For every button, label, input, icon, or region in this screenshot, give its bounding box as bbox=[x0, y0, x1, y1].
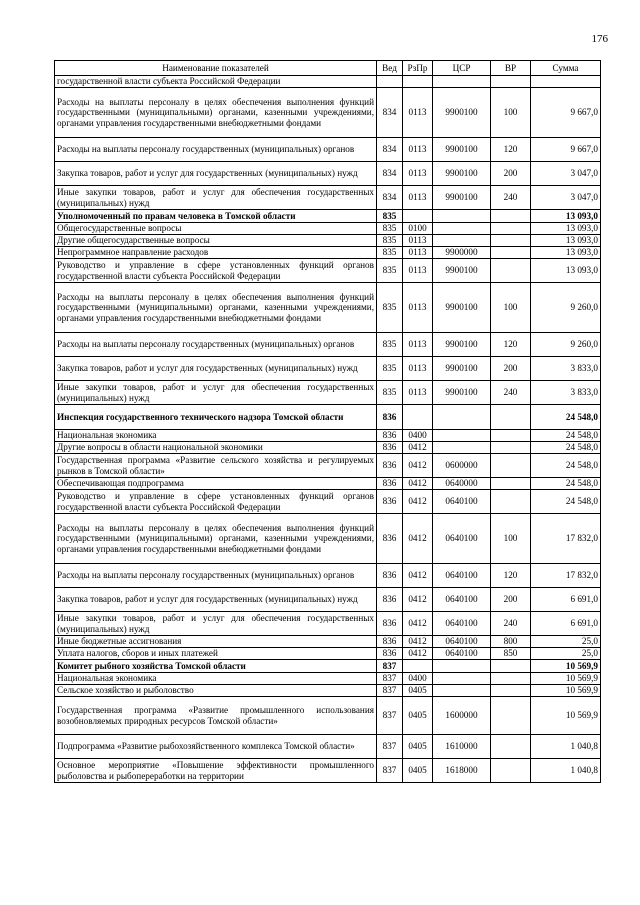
table-row bbox=[55, 648, 601, 660]
row-vr: 120 bbox=[491, 333, 531, 357]
row-csr: 0640100 bbox=[433, 514, 491, 564]
row-rzpr: 0412 bbox=[403, 454, 433, 478]
table-row bbox=[55, 636, 601, 648]
row-csr: 0600000 bbox=[433, 454, 491, 478]
row-ved: 836 bbox=[377, 514, 403, 564]
row-sum: 13 093,0 bbox=[531, 223, 601, 235]
row-rzpr: 0412 bbox=[403, 612, 433, 636]
table-row bbox=[55, 235, 601, 247]
row-sum: 9 667,0 bbox=[531, 88, 601, 138]
row-rzpr: 0113 bbox=[403, 259, 433, 283]
row-csr: 0640100 bbox=[433, 612, 491, 636]
row-rzpr bbox=[403, 660, 433, 673]
row-vr: 240 bbox=[491, 381, 531, 405]
row-sum: 25,0 bbox=[531, 636, 601, 648]
row-ved: 836 bbox=[377, 648, 403, 660]
row-vr: 240 bbox=[491, 186, 531, 210]
row-ved: 836 bbox=[377, 588, 403, 612]
table-row bbox=[55, 333, 601, 357]
row-sum: 10 569,9 bbox=[531, 660, 601, 673]
table-row bbox=[55, 685, 601, 697]
table-row bbox=[55, 247, 601, 259]
row-rzpr: 0113 bbox=[403, 333, 433, 357]
row-vr bbox=[491, 259, 531, 283]
row-rzpr: 0400 bbox=[403, 673, 433, 685]
header-ved: Вед bbox=[377, 61, 403, 76]
row-sum: 1 040,8 bbox=[531, 759, 601, 783]
row-csr: 9900100 bbox=[433, 186, 491, 210]
table-row bbox=[55, 588, 601, 612]
table-header-row bbox=[55, 61, 601, 76]
row-ved: 835 bbox=[377, 357, 403, 381]
row-vr bbox=[491, 660, 531, 673]
row-rzpr: 0113 bbox=[403, 381, 433, 405]
row-vr: 200 bbox=[491, 162, 531, 186]
table-row bbox=[55, 430, 601, 442]
row-ved: 834 bbox=[377, 88, 403, 138]
row-vr: 800 bbox=[491, 636, 531, 648]
row-name: Комитет рыбного хозяйства Томской области bbox=[55, 660, 377, 673]
row-name: Руководство и управление в сфере установленных функций органов государственной власти субъекта Российской Федерации bbox=[55, 259, 377, 283]
row-sum: 13 093,0 bbox=[531, 259, 601, 283]
row-rzpr: 0100 bbox=[403, 223, 433, 235]
row-csr: 0640100 bbox=[433, 588, 491, 612]
row-name: Инспекция государственного технического надзора Томской области bbox=[55, 405, 377, 430]
row-name: Иные закупки товаров, работ и услуг для обеспечения государственных (муниципальных) нужд bbox=[55, 186, 377, 210]
row-rzpr: 0405 bbox=[403, 685, 433, 697]
table-row bbox=[55, 514, 601, 564]
row-name: Расходы на выплаты персоналу в целях обеспечения выполнения функций государственными (муниципальными) органами, казенными учреждениями, органами управления государственными внебюджетными фондами bbox=[55, 88, 377, 138]
row-name: Уплата налогов, сборов и иных платежей bbox=[55, 648, 377, 660]
page-number: 176 bbox=[591, 33, 608, 45]
row-vr bbox=[491, 478, 531, 490]
row-name: Государственная программа «Развитие промышленного использования возобновляемых природных ресурсов Томской области» bbox=[55, 697, 377, 735]
row-rzpr: 0113 bbox=[403, 138, 433, 162]
row-vr: 100 bbox=[491, 283, 531, 333]
row-vr bbox=[491, 442, 531, 454]
header-vr: ВР bbox=[491, 61, 531, 76]
table-row bbox=[55, 454, 601, 478]
table-row bbox=[55, 697, 601, 735]
row-sum: 10 569,9 bbox=[531, 673, 601, 685]
row-ved: 837 bbox=[377, 697, 403, 735]
row-csr bbox=[433, 673, 491, 685]
row-csr: 9900100 bbox=[433, 381, 491, 405]
row-rzpr: 0412 bbox=[403, 564, 433, 588]
row-csr bbox=[433, 223, 491, 235]
row-ved: 837 bbox=[377, 660, 403, 673]
row-sum: 6 691,0 bbox=[531, 588, 601, 612]
table-row bbox=[55, 405, 601, 430]
row-name: Расходы на выплаты персоналу в целях обеспечения выполнения функций государственными (муниципальными) органами, казенными учреждениями, органами управления государственными внебюджетными фондами bbox=[55, 283, 377, 333]
row-rzpr: 0412 bbox=[403, 648, 433, 660]
row-sum: 13 093,0 bbox=[531, 247, 601, 259]
row-ved: 837 bbox=[377, 759, 403, 783]
row-ved: 836 bbox=[377, 442, 403, 454]
row-rzpr bbox=[403, 405, 433, 430]
row-sum: 24 548,0 bbox=[531, 454, 601, 478]
row-csr: 0640100 bbox=[433, 564, 491, 588]
row-name: Закупка товаров, работ и услуг для государственных (муниципальных) нужд bbox=[55, 357, 377, 381]
table-row bbox=[55, 660, 601, 673]
row-ved: 836 bbox=[377, 478, 403, 490]
table-row bbox=[55, 735, 601, 759]
table-row bbox=[55, 442, 601, 454]
row-csr: 1610000 bbox=[433, 735, 491, 759]
row-sum: 24 548,0 bbox=[531, 430, 601, 442]
row-sum: 25,0 bbox=[531, 648, 601, 660]
row-rzpr: 0113 bbox=[403, 186, 433, 210]
row-name: Иные закупки товаров, работ и услуг для обеспечения государственных (муниципальных) нужд bbox=[55, 381, 377, 405]
row-sum: 13 093,0 bbox=[531, 210, 601, 223]
row-rzpr: 0412 bbox=[403, 442, 433, 454]
row-ved: 835 bbox=[377, 283, 403, 333]
row-name: Подпрограмма «Развитие рыбохозяйственного комплекса Томской области» bbox=[55, 735, 377, 759]
row-vr bbox=[491, 454, 531, 478]
row-sum: 10 569,9 bbox=[531, 685, 601, 697]
row-sum: 24 548,0 bbox=[531, 405, 601, 430]
row-sum: 24 548,0 bbox=[531, 490, 601, 514]
row-vr: 100 bbox=[491, 514, 531, 564]
row-vr: 120 bbox=[491, 138, 531, 162]
row-rzpr: 0113 bbox=[403, 283, 433, 333]
row-sum: 9 260,0 bbox=[531, 333, 601, 357]
row-csr: 9900000 bbox=[433, 247, 491, 259]
row-name: Закупка товаров, работ и услуг для государственных (муниципальных) нужд bbox=[55, 162, 377, 186]
row-vr: 850 bbox=[491, 648, 531, 660]
row-name: Расходы на выплаты персоналу государственных (муниципальных) органов bbox=[55, 138, 377, 162]
header-csr: ЦСР bbox=[433, 61, 491, 76]
row-ved: 835 bbox=[377, 223, 403, 235]
row-name: Расходы на выплаты персоналу государственных (муниципальных) органов bbox=[55, 333, 377, 357]
row-csr bbox=[433, 235, 491, 247]
row-sum: 13 093,0 bbox=[531, 235, 601, 247]
row-ved: 835 bbox=[377, 235, 403, 247]
row-rzpr: 0405 bbox=[403, 697, 433, 735]
row-csr bbox=[433, 442, 491, 454]
row-csr bbox=[433, 430, 491, 442]
row-vr bbox=[491, 430, 531, 442]
row-ved: 835 bbox=[377, 381, 403, 405]
row-vr bbox=[491, 76, 531, 88]
row-rzpr: 0405 bbox=[403, 735, 433, 759]
table-row bbox=[55, 283, 601, 333]
row-name: Национальная экономика bbox=[55, 430, 377, 442]
row-vr: 200 bbox=[491, 357, 531, 381]
row-csr bbox=[433, 685, 491, 697]
table-row bbox=[55, 162, 601, 186]
row-ved: 835 bbox=[377, 210, 403, 223]
table-row bbox=[55, 612, 601, 636]
row-csr: 9900100 bbox=[433, 162, 491, 186]
table-row bbox=[55, 357, 601, 381]
row-name: Государственная программа «Развитие сельского хозяйства и регулируемых рынков в Томской области» bbox=[55, 454, 377, 478]
row-ved: 837 bbox=[377, 685, 403, 697]
row-ved: 834 bbox=[377, 186, 403, 210]
table-row bbox=[55, 478, 601, 490]
row-ved: 835 bbox=[377, 333, 403, 357]
row-rzpr: 0412 bbox=[403, 636, 433, 648]
row-name: Расходы на выплаты персоналу государственных (муниципальных) органов bbox=[55, 564, 377, 588]
row-ved: 836 bbox=[377, 454, 403, 478]
row-ved: 836 bbox=[377, 564, 403, 588]
row-ved: 834 bbox=[377, 138, 403, 162]
row-ved: 836 bbox=[377, 430, 403, 442]
header-rzpr: РзПр bbox=[403, 61, 433, 76]
row-ved: 834 bbox=[377, 162, 403, 186]
row-csr: 9900100 bbox=[433, 283, 491, 333]
row-name: Непрограммное направление расходов bbox=[55, 247, 377, 259]
row-name: Общегосударственные вопросы bbox=[55, 223, 377, 235]
row-vr bbox=[491, 735, 531, 759]
row-rzpr: 0412 bbox=[403, 514, 433, 564]
row-sum: 3 047,0 bbox=[531, 162, 601, 186]
row-ved: 837 bbox=[377, 735, 403, 759]
row-rzpr bbox=[403, 210, 433, 223]
row-name: Иные бюджетные ассигнования bbox=[55, 636, 377, 648]
table-row bbox=[55, 381, 601, 405]
row-name: Другие вопросы в области национальной экономики bbox=[55, 442, 377, 454]
row-vr: 120 bbox=[491, 564, 531, 588]
row-csr: 0640000 bbox=[433, 478, 491, 490]
row-name: Основное мероприятие «Повышение эффективности промышленного рыболовства и рыбопереработки на территории bbox=[55, 759, 377, 783]
table-row bbox=[55, 210, 601, 223]
row-sum bbox=[531, 76, 601, 88]
row-rzpr: 0412 bbox=[403, 490, 433, 514]
row-sum: 10 569,9 bbox=[531, 697, 601, 735]
row-sum: 17 832,0 bbox=[531, 564, 601, 588]
row-csr: 1618000 bbox=[433, 759, 491, 783]
header-sum: Сумма bbox=[531, 61, 601, 76]
row-vr bbox=[491, 673, 531, 685]
row-rzpr bbox=[403, 76, 433, 88]
row-csr: 9900100 bbox=[433, 333, 491, 357]
row-sum: 9 667,0 bbox=[531, 138, 601, 162]
row-rzpr: 0405 bbox=[403, 759, 433, 783]
row-ved: 836 bbox=[377, 490, 403, 514]
table-row bbox=[55, 88, 601, 138]
row-vr: 240 bbox=[491, 612, 531, 636]
row-ved: 836 bbox=[377, 636, 403, 648]
row-csr: 0640100 bbox=[433, 648, 491, 660]
row-csr: 9900100 bbox=[433, 88, 491, 138]
row-csr bbox=[433, 405, 491, 430]
row-ved bbox=[377, 76, 403, 88]
row-rzpr: 0113 bbox=[403, 247, 433, 259]
table-row bbox=[55, 223, 601, 235]
row-csr bbox=[433, 660, 491, 673]
row-ved: 836 bbox=[377, 405, 403, 430]
row-name: Закупка товаров, работ и услуг для государственных (муниципальных) нужд bbox=[55, 588, 377, 612]
row-ved: 835 bbox=[377, 247, 403, 259]
row-sum: 9 260,0 bbox=[531, 283, 601, 333]
row-sum: 1 040,8 bbox=[531, 735, 601, 759]
row-csr: 0640100 bbox=[433, 490, 491, 514]
row-vr bbox=[491, 685, 531, 697]
row-name: Сельское хозяйство и рыболовство bbox=[55, 685, 377, 697]
header-name: Наименование показателей bbox=[55, 61, 377, 76]
table-row bbox=[55, 490, 601, 514]
row-vr bbox=[491, 405, 531, 430]
row-sum: 3 047,0 bbox=[531, 186, 601, 210]
row-ved: 837 bbox=[377, 673, 403, 685]
row-ved: 836 bbox=[377, 612, 403, 636]
table-body bbox=[55, 76, 601, 783]
row-rzpr: 0113 bbox=[403, 88, 433, 138]
row-sum: 24 548,0 bbox=[531, 442, 601, 454]
table-row bbox=[55, 138, 601, 162]
row-rzpr: 0412 bbox=[403, 478, 433, 490]
row-sum: 6 691,0 bbox=[531, 612, 601, 636]
row-vr bbox=[491, 247, 531, 259]
row-rzpr: 0113 bbox=[403, 357, 433, 381]
row-rzpr: 0113 bbox=[403, 162, 433, 186]
row-name: Иные закупки товаров, работ и услуг для обеспечения государственных (муниципальных) нужд bbox=[55, 612, 377, 636]
row-ved: 835 bbox=[377, 259, 403, 283]
row-sum: 3 833,0 bbox=[531, 357, 601, 381]
row-csr: 9900100 bbox=[433, 138, 491, 162]
row-csr: 9900100 bbox=[433, 259, 491, 283]
table-row bbox=[55, 564, 601, 588]
row-vr bbox=[491, 223, 531, 235]
row-name: Расходы на выплаты персоналу в целях обеспечения выполнения функций государственными (муниципальными) органами, казенными учреждениями, органами управления государственными внебюджетными фондами bbox=[55, 514, 377, 564]
row-vr: 200 bbox=[491, 588, 531, 612]
row-name: Обеспечивающая подпрограмма bbox=[55, 478, 377, 490]
table-row bbox=[55, 259, 601, 283]
budget-table bbox=[54, 60, 601, 783]
table-row bbox=[55, 759, 601, 783]
row-vr bbox=[491, 759, 531, 783]
row-name: Уполномоченный по правам человека в Томской области bbox=[55, 210, 377, 223]
row-name: государственной власти субъекта Российской Федерации bbox=[55, 76, 377, 88]
row-csr: 1600000 bbox=[433, 697, 491, 735]
table-row bbox=[55, 186, 601, 210]
row-csr bbox=[433, 210, 491, 223]
row-vr bbox=[491, 697, 531, 735]
row-sum: 24 548,0 bbox=[531, 478, 601, 490]
row-csr: 9900100 bbox=[433, 357, 491, 381]
row-vr: 100 bbox=[491, 88, 531, 138]
row-vr bbox=[491, 210, 531, 223]
row-csr bbox=[433, 76, 491, 88]
row-rzpr: 0412 bbox=[403, 588, 433, 612]
row-rzpr: 0113 bbox=[403, 235, 433, 247]
row-sum: 17 832,0 bbox=[531, 514, 601, 564]
row-name: Национальная экономика bbox=[55, 673, 377, 685]
row-name: Другие общегосударственные вопросы bbox=[55, 235, 377, 247]
row-sum: 3 833,0 bbox=[531, 381, 601, 405]
row-vr bbox=[491, 490, 531, 514]
row-name: Руководство и управление в сфере установленных функций органов государственной власти субъекта Российской Федерации bbox=[55, 490, 377, 514]
row-vr bbox=[491, 235, 531, 247]
table-row bbox=[55, 76, 601, 88]
table-row bbox=[55, 673, 601, 685]
row-rzpr: 0400 bbox=[403, 430, 433, 442]
row-csr: 0640100 bbox=[433, 636, 491, 648]
